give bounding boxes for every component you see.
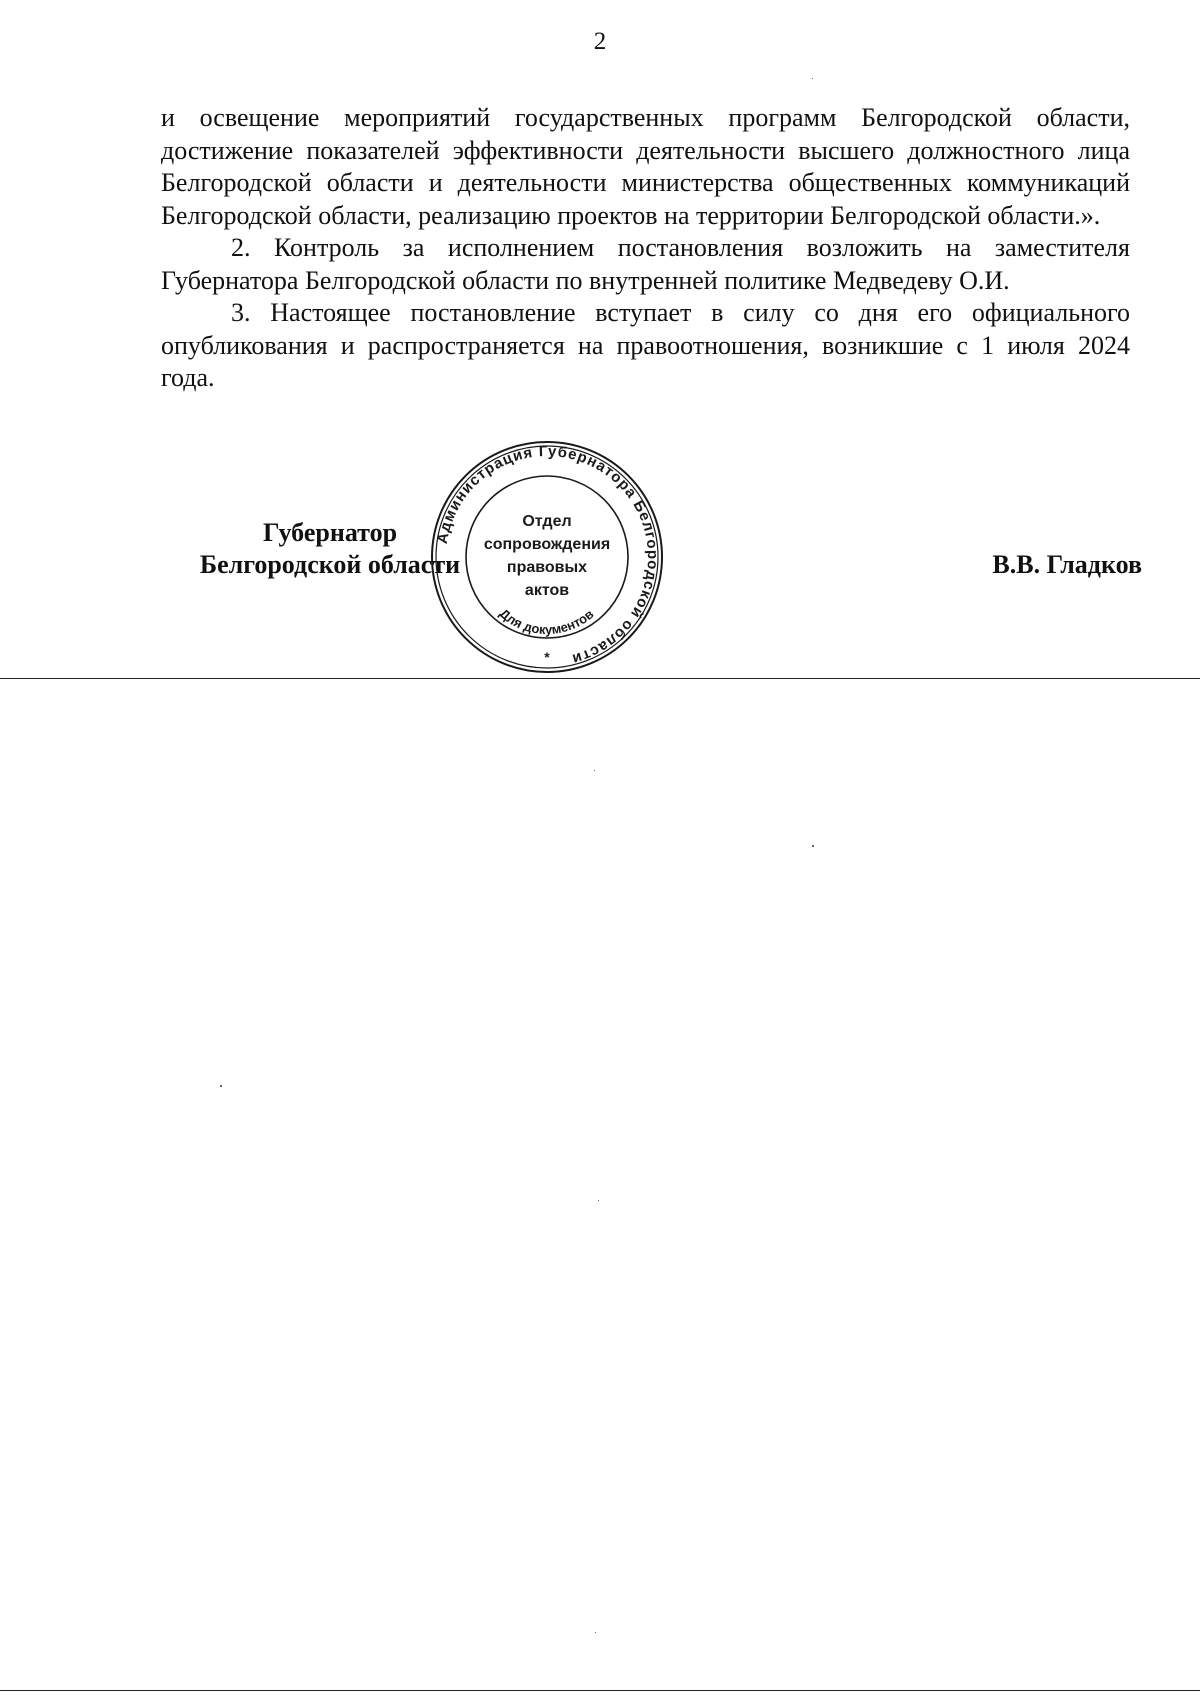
paragraph-effect-clause: 3. Настоящее постановление вступает в силу со дня его официального опубликования и распространяется на правоотношения, возникшие с 1 июля 2024 года.: [161, 298, 1130, 392]
paragraph-control-clause: 2. Контроль за исполнением постановления возложить на заместителя Губернатора Белгородской области по внутренней политике Медведеву О.И.: [161, 233, 1130, 295]
seal-inner-ring: [466, 476, 628, 638]
seal-bottom-text: Для документов: [496, 605, 597, 638]
seal-star: *: [544, 649, 550, 665]
signatory-title-line2: Белгородской области: [199, 550, 461, 579]
scan-speck: [598, 1200, 599, 1201]
scan-speck: [594, 770, 595, 771]
bottom-edge-line: [0, 1690, 1200, 1691]
seal-center-line1: Отдел: [522, 513, 572, 530]
seal-center-line2: сопровождения: [483, 536, 611, 553]
official-seal-stamp: [430, 440, 664, 674]
seal-center-line4: актов: [524, 582, 570, 599]
paragraph-continuation: и освещение мероприятий государственных программ Белгородской области, достижение показателей эффективности деятельности высшего должностного лица Белгородской области и деятельности министерства общественных коммуникаций Белгородской области, реализацию проектов на территории Белгородской области.».: [161, 103, 1130, 230]
signatory-title-line1: Губернатор: [262, 518, 398, 547]
scan-speck: [595, 1632, 596, 1633]
signature-divider-line: [0, 678, 1200, 679]
document-body: [161, 102, 1130, 395]
page-number: 2: [593, 28, 607, 55]
scan-speck: [812, 845, 814, 847]
scan-speck: [812, 78, 813, 79]
seal-outer-text: Администрация Губернатора Белгородской области: [433, 442, 662, 668]
seal-center-line3: правовых: [506, 559, 588, 576]
signatory-name: В.В. Гладков: [992, 550, 1142, 579]
scan-speck: [220, 1085, 222, 1087]
